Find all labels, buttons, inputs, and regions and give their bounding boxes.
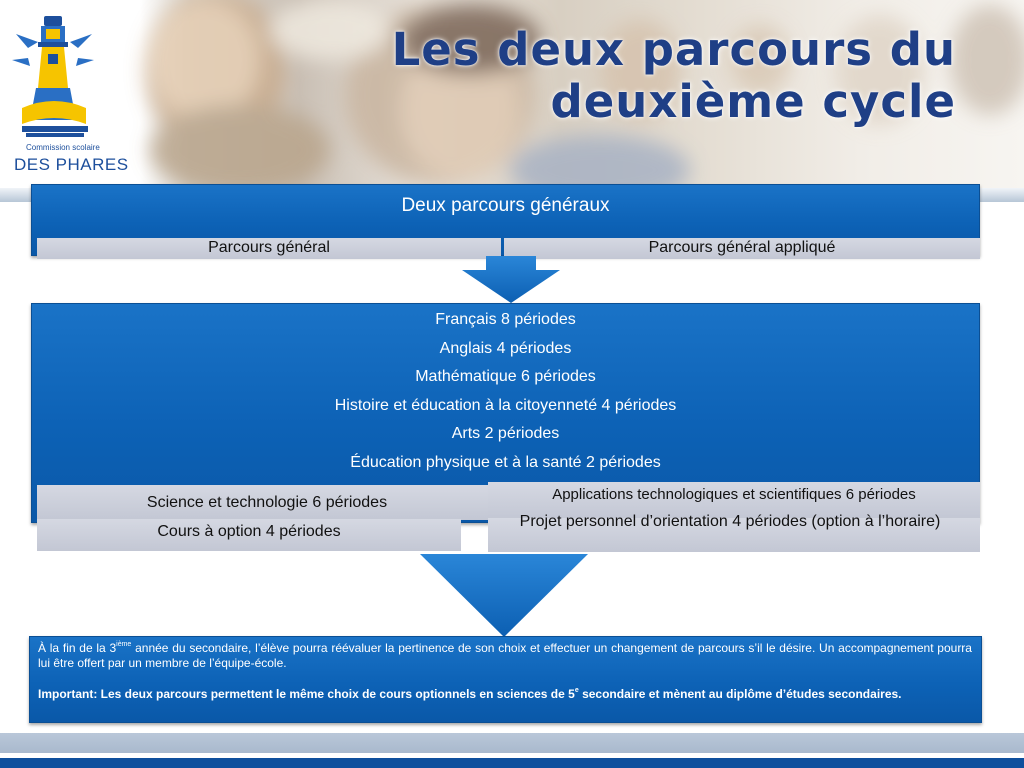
note-text: À la fin de la 3: [38, 641, 117, 655]
logo-caption-big: DES PHARES: [14, 155, 129, 174]
page-title: [196, 24, 956, 128]
tab-parcours-general-applique: Parcours général appliqué: [504, 238, 980, 259]
tab-parcours-general: Parcours général: [37, 238, 501, 259]
note-paragraph: [38, 641, 972, 670]
down-arrow-icon: [456, 256, 566, 304]
general-subject-science: Science et technologie 6 périodes: [37, 485, 497, 520]
footer-band: [0, 733, 1024, 753]
important-text: Important: Les deux parcours permettent le même choix de cours optionnels en sciences de 5: [38, 687, 575, 701]
important-text: secondaire et mènent au diplôme d’études secondaires.: [578, 687, 902, 701]
common-subject-list: [32, 306, 979, 478]
applied-subject-ppo-label: Projet personnel d’orientation 4 périodes (option à l’horaire): [519, 513, 941, 530]
important-paragraph: [38, 687, 972, 702]
title-line-1: Les deux parcours du: [391, 23, 956, 76]
list-item: Histoire et éducation à la citoyenneté 4 périodes: [334, 396, 677, 414]
info-note-block: [29, 636, 982, 723]
parcours-overview-title: Deux parcours généraux: [401, 195, 610, 216]
list-item: Arts 2 périodes: [451, 425, 560, 443]
footer-line: [0, 758, 1024, 768]
list-item: Mathématique 6 périodes: [415, 368, 596, 386]
list-item: Anglais 4 périodes: [439, 339, 572, 357]
note-superscript: ième: [116, 641, 132, 648]
title-line-2: deuxième cycle: [550, 75, 956, 128]
large-down-arrow-icon: [404, 546, 604, 638]
slide-header: [0, 0, 1024, 200]
lighthouse-icon: [8, 8, 148, 178]
applied-subject-ats-label: Applications technologiques et scientifiques 6 périodes: [552, 486, 916, 503]
note-text: année du secondaire, l’élève pourra réévaluer la pertinence de son choix et effectuer un changement de parcours s’il le désire. Un accompagnement pourra lui être offert par un membre de l’équipe-école.: [38, 641, 972, 670]
list-item: Éducation physique et à la santé 2 périodes: [350, 453, 661, 471]
list-item: Français 8 périodes: [435, 311, 576, 328]
general-subject-option: Cours à option 4 périodes: [37, 519, 461, 551]
commission-scolaire-logo: [8, 8, 148, 178]
important-superscript: e: [574, 687, 579, 694]
footer-separator: [0, 754, 1024, 757]
logo-caption-small: Commission scolaire: [26, 143, 100, 152]
